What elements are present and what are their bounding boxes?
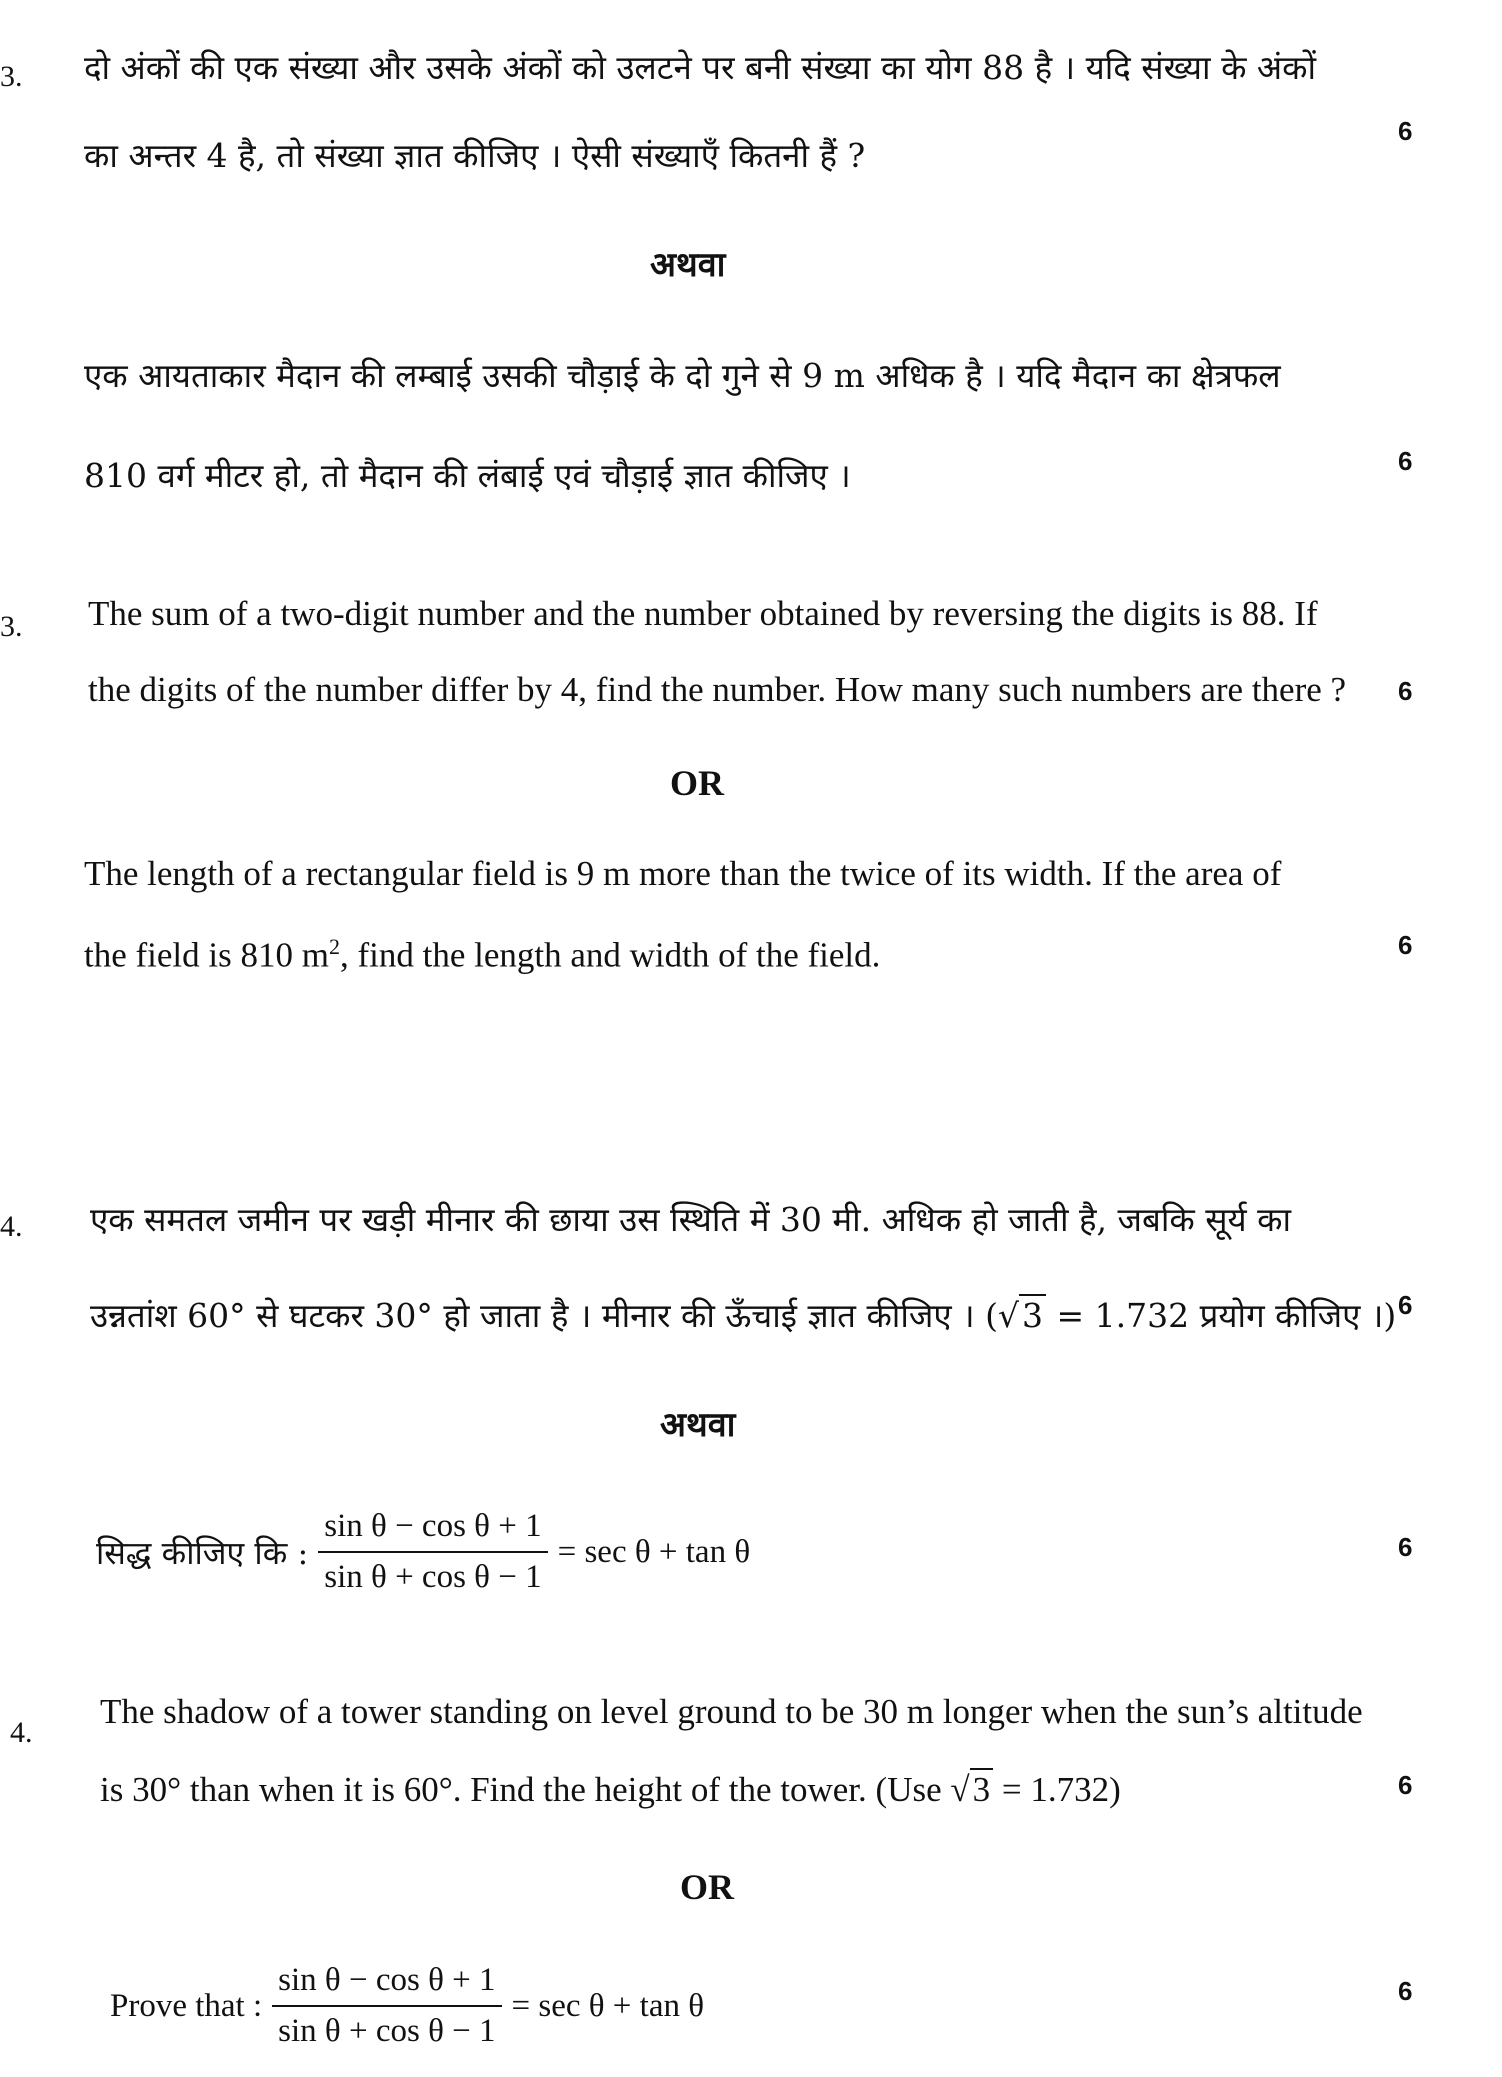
question-4-english-marks: 6 (1398, 1770, 1413, 1800)
line-2-text-b: = 1.732) (993, 1770, 1121, 1809)
identity-fraction (318, 1508, 547, 1596)
question-4-hindi-alt-marks: 6 (1398, 1532, 1413, 1562)
alt-line-2-text-b: , find the length and width of the field. (339, 935, 881, 975)
question-3-hindi-line-1: दो अंकों की एक संख्या और उसके अंकों को उलटने पर बनी संख्या का योग 88 है । यदि संख्या के अंकों (84, 48, 1317, 87)
line-2-text-a: उन्नतांश 60° से घटकर 30° हो जाता है । मीनार की ऊँचाई ज्ञात कीजिए । ( (90, 1296, 998, 1335)
question-3-hindi-marks: 6 (1398, 116, 1413, 146)
question-3-hindi-alt-marks: 6 (1398, 446, 1413, 476)
question-3-hindi-alt-line-2: 810 वर्ग मीटर हो, तो मैदान की लंबाई एवं चौड़ाई ज्ञात कीजिए । (84, 456, 851, 495)
prove-label-hindi: सिद्ध कीजिए कि : (96, 1533, 309, 1572)
question-4-english-line-2 (100, 1770, 1121, 1810)
or-divider-english-1: OR (670, 763, 724, 803)
question-3-english-alt-marks: 6 (1398, 930, 1413, 960)
alt-line-2-text-a: the field is 810 m (84, 935, 329, 975)
line-2-text-a: is 30° than when it is 60°. Find the height of the tower. (Use (100, 1770, 951, 1809)
fraction-numerator: sin θ − cos θ + 1 (272, 1962, 501, 2007)
or-divider-english-2: OR (680, 1867, 734, 1907)
or-divider-hindi-2: अथवा (660, 1405, 736, 1445)
question-3-english-alt-line-1: The length of a rectangular field is 9 m more than the twice of its width. If the area of (84, 854, 1282, 893)
question-4-english-identity (110, 1962, 704, 2050)
question-3-hindi-alt-line-1: एक आयताकार मैदान की लम्बाई उसकी चौड़ाई के दो गुने से 9 m अधिक है । यदि मैदान का क्षेत्रफल (84, 356, 1281, 395)
sqrt-symbol: √3 (950, 1770, 993, 1810)
question-4-hindi-marks: 6 (1398, 1290, 1413, 1320)
question-3-english-line-1: The sum of a two-digit number and the number obtained by reversing the digits is 88. If (88, 594, 1318, 633)
or-divider-hindi-1: अथवा (650, 245, 726, 285)
question-3-english-marks: 6 (1398, 676, 1413, 706)
question-4-english-number: 4. (10, 1716, 33, 1749)
fraction-numerator: sin θ − cos θ + 1 (318, 1508, 547, 1553)
prove-label-english: Prove that : (110, 1987, 263, 2024)
question-4-hindi-number: 4. (0, 1210, 23, 1243)
sqrt-symbol: √3 (998, 1296, 1046, 1335)
superscript-2: 2 (328, 934, 340, 959)
question-3-hindi-number: 3. (0, 60, 23, 93)
fraction-denominator: sin θ + cos θ − 1 (278, 2013, 496, 2049)
question-4-hindi-line-2 (90, 1292, 1396, 1337)
question-4-english-alt-marks: 6 (1398, 1976, 1413, 2006)
question-3-english-line-2: the digits of the number differ by 4, find the number. How many such numbers are there ? (88, 670, 1347, 709)
question-4-hindi-identity (96, 1508, 750, 1596)
question-3-hindi-line-2: का अन्तर 4 है, तो संख्या ज्ञात कीजिए । ऐसी संख्याएँ कितनी हैं ? (84, 136, 866, 175)
identity-rhs: = sec θ + tan θ (511, 1987, 705, 2024)
sqrt-radicand: 3 (970, 1768, 994, 1809)
question-3-english-alt-line-2 (84, 934, 880, 976)
question-4-hindi-line-1: एक समतल जमीन पर खड़ी मीनार की छाया उस स्थिति में 30 मी. अधिक हो जाती है, जबकि सूर्य का (90, 1200, 1292, 1239)
identity-rhs: = sec θ + tan θ (557, 1533, 751, 1570)
identity-fraction (272, 1962, 501, 2050)
line-2-text-b: = 1.732 प्रयोग कीजिए ।) (1046, 1296, 1397, 1335)
question-3-english-number: 3. (0, 610, 23, 643)
fraction-denominator: sin θ + cos θ − 1 (324, 1559, 542, 1595)
sqrt-radicand: 3 (1019, 1294, 1046, 1335)
question-4-english-line-1: The shadow of a tower standing on level ground to be 30 m longer when the sun’s altitude (100, 1692, 1363, 1731)
